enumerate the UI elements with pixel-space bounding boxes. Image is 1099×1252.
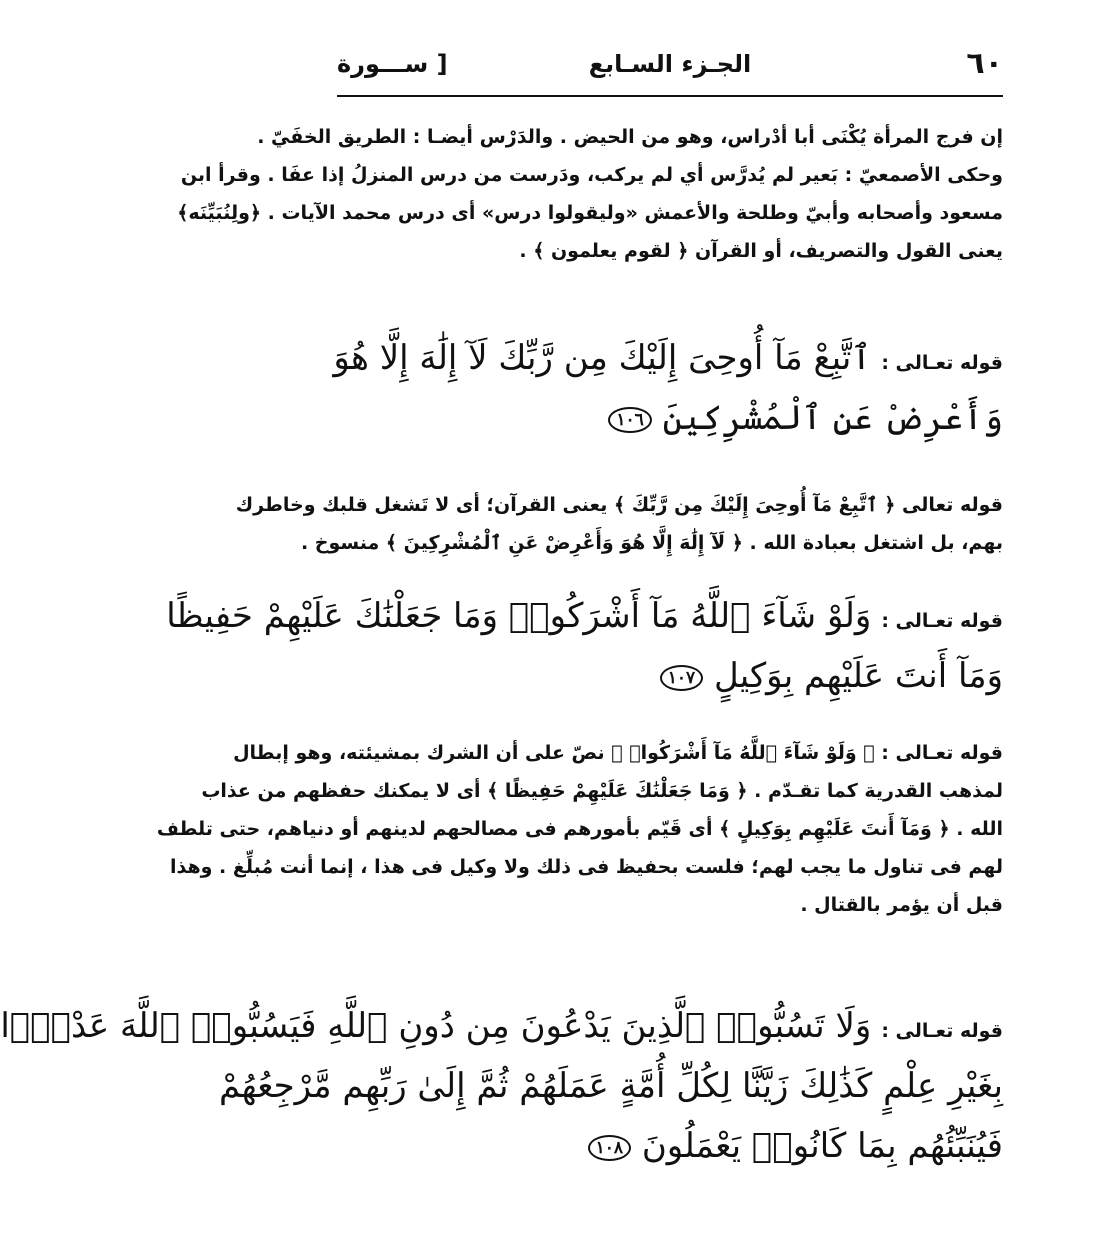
verse-line xyxy=(353,388,1003,448)
verse-lead: قوله تعـالى : xyxy=(881,1020,1003,1042)
quran-verse xyxy=(0,996,1003,1176)
verse-text: وَمَآ أَنتَ عَلَيْهِم بِوَكِيلٍ xyxy=(713,656,1003,696)
text-line: وحكى الأصمعيّ : بَعير لم يُدرَّس أي لم يركب، ودَرست من درس المنزلُ إذا عفَا . وقرأ ابن xyxy=(180,164,1003,186)
commentary-paragraph xyxy=(156,734,1003,924)
commentary-paragraph xyxy=(177,118,1003,270)
text-line: مسعود وأصحابه وأبيّ وطلحة والأعمش «وليقولوا درس» أى درس محمد الآيات . ﴿ولِنُبَيِّنَه﴾ xyxy=(177,202,1003,224)
running-title: الجـزء السـابع xyxy=(588,50,752,78)
verse-text: وَلَا تَسُبُّوا۟ ٱلَّذِينَ يَدْعُونَ مِن دُونِ ٱللَّهِ فَيَسُبُّوا۟ ٱللَّهَ عَدْوًۢا xyxy=(0,1006,872,1046)
verse-lead: قوله تعـالى : xyxy=(881,610,1003,632)
text-line: الله . ﴿ وَمَآ أَنتَ عَلَيْهِم بِوَكِيلٍ ﴾ أى قَيّم بأمورهم فى مصالحهم لدينهم أو دنياهم، حتى تلطف xyxy=(156,818,1003,840)
quran-verse xyxy=(166,586,1003,706)
verse-number-marker: ١٠٧ xyxy=(660,665,703,691)
commentary-paragraph xyxy=(235,486,1003,562)
text-line: بهم، بل اشتغل بعبادة الله . ﴿ لَآ إِلَٰهَ إِلَّا هُوَ وَأَعْرِضْ عَنِ ٱلْمُشْرِكِينَ ﴾ منسوخ . xyxy=(300,532,1003,554)
verse-line xyxy=(166,586,1003,646)
text-line: يعنى القول والتصريف، أو القرآن ﴿ لقوم يعلمون ﴾ . xyxy=(519,240,1003,262)
verse-text: ٱتَّبِعْ مَآ أُوحِىَ إِلَيْكَ مِن رَّبِّكَ لَآ إِلَٰهَ إِلَّا هُوَ xyxy=(333,338,872,378)
surah-label: [ ســـورة xyxy=(337,50,448,78)
verse-number-marker: ١٠٦ xyxy=(608,407,651,433)
text-line: إن فرج المرأة يُكْنَى أبا أدْراس، وهو من الحيض . والدَرْس أيضـا : الطريق الخفَيّ . xyxy=(257,126,1003,148)
verse-line xyxy=(353,1116,1003,1176)
verse-text: وَأَعْرِضْ عَنِ ٱلْمُشْرِكِينَ xyxy=(662,398,1003,438)
verse-line xyxy=(333,328,1003,388)
verse-text: فَيُنَبِّئُهُم بِمَا كَانُوا۟ يَعْمَلُونَ xyxy=(641,1126,1003,1166)
text-line: لهم فى تناول ما يجب لهم؛ فلست بحفيظ فى ذلك ولا وكيل فى هذا ، إنما أنت مُبلِّغ . وهذا xyxy=(169,856,1003,878)
text-line: لمذهب القدرية كما تقـدّم . ﴿ وَمَا جَعَلْنَٰكَ عَلَيْهِمْ حَفِيظًا ﴾ أى لا يمكنك حفظهم من عذاب xyxy=(201,780,1003,802)
verse-text: وَلَوْ شَآءَ ٱللَّهُ مَآ أَشْرَكُوا۟ وَمَا جَعَلْنَٰكَ عَلَيْهِمْ حَفِيظًا xyxy=(166,596,872,636)
text-line: قوله تعالى ﴿ ٱتَّبِعْ مَآ أُوحِىَ إِلَيْكَ مِن رَّبِّكَ ﴾ يعنى القرآن؛ أى لا تَشغل قلبك وخاطرك xyxy=(235,494,1003,516)
verse-number-marker: ١٠٨ xyxy=(588,1135,631,1161)
verse-line xyxy=(218,1056,1003,1116)
verse-lead: قوله تعـالى : xyxy=(881,352,1003,374)
page-number: ٦٠ xyxy=(966,46,1003,81)
text-line: قبل أن يؤمر بالقتال . xyxy=(800,894,1003,916)
verse-text: بِغَيْرِ عِلْمٍ كَذَٰلِكَ زَيَّنَّا لِكُلِّ أُمَّةٍ عَمَلَهُمْ ثُمَّ إِلَىٰ رَبِّهِم مَّرْجِعُهُمْ xyxy=(218,1066,1003,1106)
verse-line xyxy=(0,996,1003,1056)
page-header xyxy=(337,44,1003,90)
header-divider xyxy=(337,95,1003,97)
text-line: قوله تعـالى : ﴿ وَلَوْ شَآءَ ٱللَّهُ مَآ أَشْرَكُوا۟ ﴾ نصّ على أن الشرك بمشيئته، وهو إبطال xyxy=(233,742,1003,764)
verse-line xyxy=(353,646,1003,706)
quran-verse xyxy=(333,328,1003,448)
